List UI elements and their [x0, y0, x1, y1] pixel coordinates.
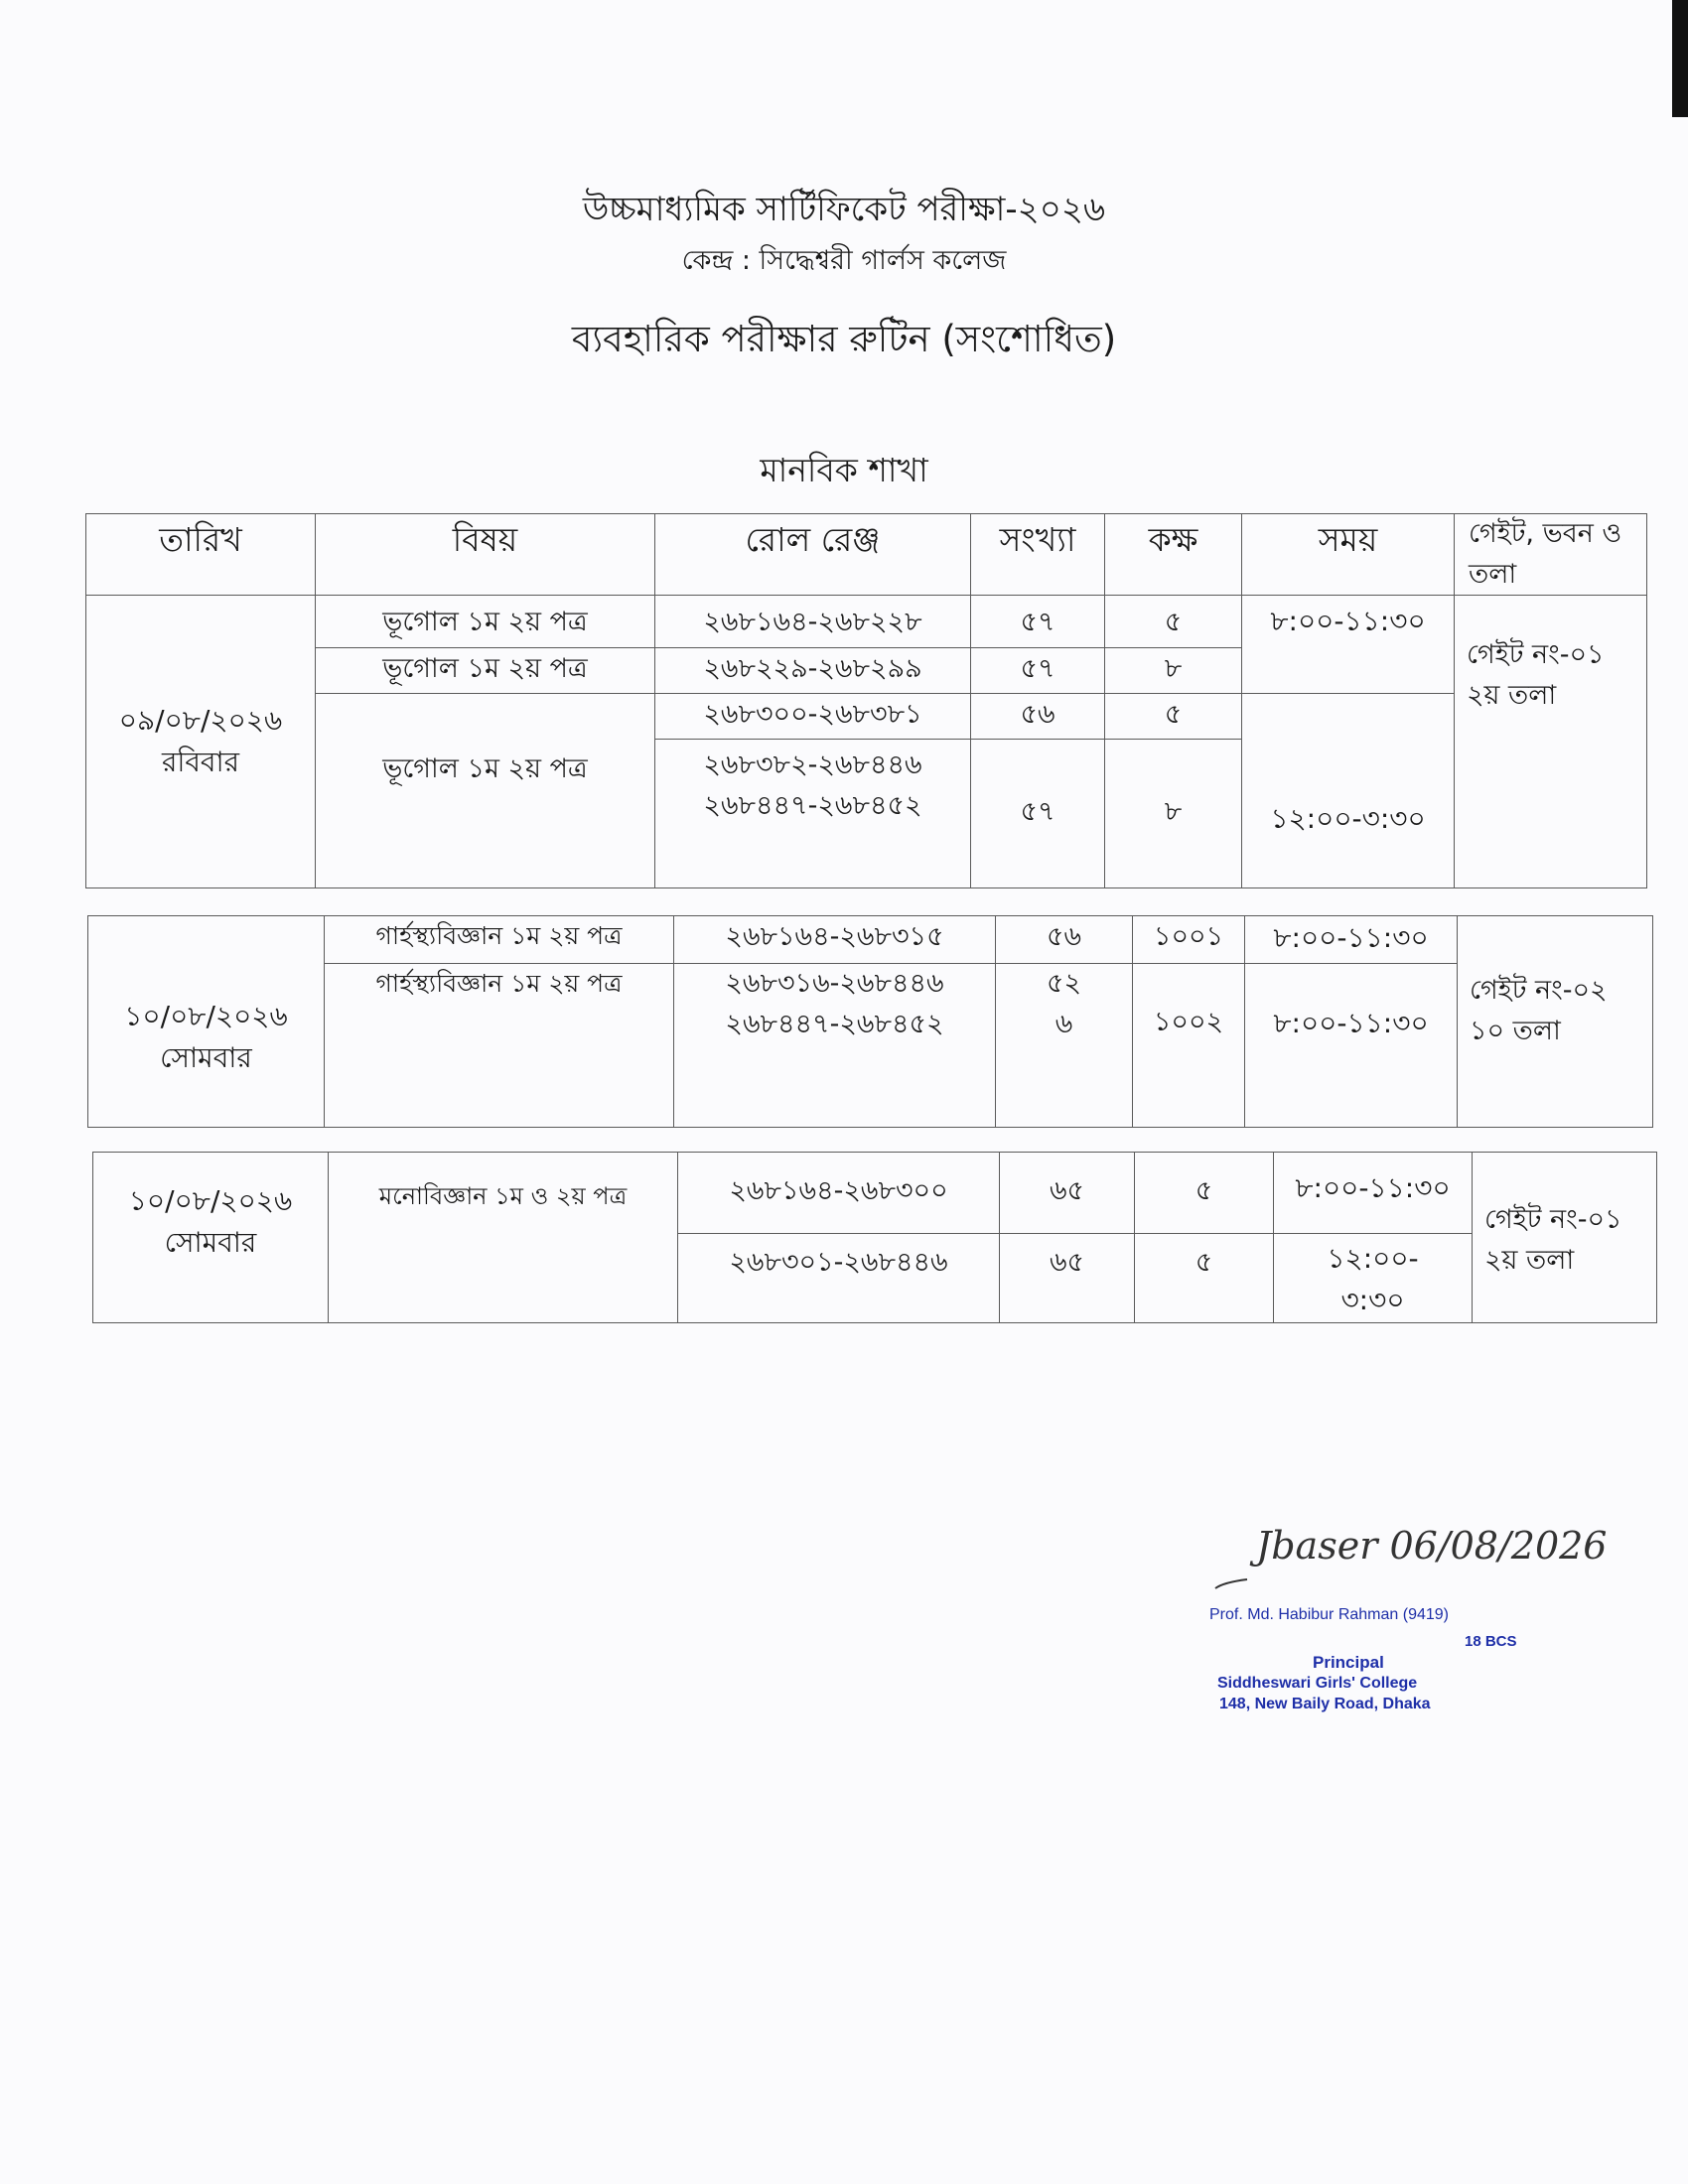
header-subject: বিষয় — [316, 514, 655, 596]
room-cell: ৫ — [1135, 1153, 1274, 1234]
roll-cell: ২৬৮৩১৬-২৬৮৪৪৬ ২৬৮৪৪৭-২৬৮৪৫২ — [674, 964, 996, 1128]
room-cell: ৫ — [1105, 596, 1242, 648]
roll-cell: ২৬৮১৬৪-২৬৮৩১৫ — [674, 916, 996, 964]
header-time: সময় — [1242, 514, 1455, 596]
stamp-name: Prof. Md. Habibur Rahman (9419) — [1209, 1606, 1449, 1623]
time-cell: ৮:০০-১১:৩০ — [1274, 1153, 1473, 1234]
time-cell: ৮:০০-১১:৩০ — [1242, 596, 1455, 694]
count-cell: ৬৫ — [1000, 1153, 1135, 1234]
section-title: মানবিক শাখা — [760, 451, 928, 489]
stamp-title: Principal — [1313, 1653, 1384, 1672]
gate-number: গেইট নং-০২ — [1470, 975, 1608, 1006]
count-cell: ৬৫ — [1000, 1234, 1135, 1323]
gate-number: গেইট নং-০১ — [1467, 639, 1605, 670]
stamp-address: 148, New Baily Road, Dhaka — [1219, 1696, 1431, 1712]
subject-cell: ভূগোল ১ম ২য় পত্র — [316, 694, 655, 888]
roll-cell: ২৬৮৩৮২-২৬৮৪৪৬ ২৬৮৪৪৭-২৬৮৪৫২ — [655, 740, 971, 888]
room-cell: ৫ — [1105, 694, 1242, 740]
subject-cell: গার্হস্থ্যবিজ্ঞান ১ম ২য় পত্র — [325, 964, 674, 1128]
date-cell — [93, 1153, 329, 1323]
date: ০৯/০৮/২০২৬ — [118, 704, 283, 737]
time-cell: ১২:০০-৩:৩০ — [1242, 694, 1455, 888]
header-room: কক্ষ — [1105, 514, 1242, 596]
count-cell: ৫৬ — [996, 916, 1133, 964]
room-cell: ৫ — [1135, 1234, 1274, 1323]
gate-cell — [1458, 916, 1653, 1128]
tick-mark-icon — [1213, 1578, 1249, 1592]
stamp-batch: 18 BCS — [1465, 1633, 1517, 1650]
signature-date: 06/08/2026 — [1389, 1524, 1608, 1568]
room-cell: ৮ — [1105, 740, 1242, 888]
header-date: তারিখ — [86, 514, 316, 596]
floor: ২য় তলা — [1467, 679, 1557, 711]
time-cell: ৮:০০-১১:৩০ — [1245, 964, 1458, 1128]
scan-edge — [1672, 0, 1688, 117]
handwritten-signature — [1256, 1524, 1608, 1568]
subject-cell: মনোবিজ্ঞান ১ম ও ২য় পত্র — [329, 1153, 678, 1323]
roll-cell: ২৬৮২২৯-২৬৮২৯৯ — [655, 648, 971, 694]
exam-title: উচ্চমাধ্যমিক সার্টিফিকেট পরীক্ষা-২০২৬ — [582, 190, 1106, 229]
gate-cell — [1473, 1153, 1657, 1323]
gate-number: গেইট নং-০১ — [1484, 1204, 1622, 1235]
subject-cell: ভূগোল ১ম ২য় পত্র — [316, 596, 655, 648]
routine-table-1 — [85, 513, 1647, 888]
signature-scribble: Jbaser — [1256, 1524, 1378, 1568]
count-cell: ৫৭ — [971, 648, 1105, 694]
count-cell: ৫২ ৬ — [996, 964, 1133, 1128]
roll-cell: ২৬৮১৬৪-২৬৮২২৮ — [655, 596, 971, 648]
floor: ২য় তলা — [1484, 1244, 1575, 1276]
stamp-college: Siddheswari Girls' College — [1217, 1675, 1418, 1692]
subject-cell: গার্হস্থ্যবিজ্ঞান ১ম ২য় পত্র — [325, 916, 674, 964]
time-cell: ৮:০০-১১:৩০ — [1245, 916, 1458, 964]
count-cell: ৫৭ — [971, 740, 1105, 888]
room-cell: ৮ — [1105, 648, 1242, 694]
day: রবিবার — [161, 746, 240, 778]
room-cell: ১০০১ — [1133, 916, 1245, 964]
count-cell: ৫৬ — [971, 694, 1105, 740]
gate-cell — [1455, 596, 1647, 888]
routine-table-3 — [92, 1152, 1657, 1323]
day: সোমবার — [160, 1041, 252, 1074]
subject-cell: ভূগোল ১ম ২য় পত্র — [316, 648, 655, 694]
roll-cell: ২৬৮৩০০-২৬৮৩৮১ — [655, 694, 971, 740]
roll-cell: ২৬৮১৬৪-২৬৮৩০০ — [678, 1153, 1000, 1234]
date-cell — [88, 916, 325, 1128]
floor: ১০ তলা — [1470, 1015, 1561, 1046]
roll-cell: ২৬৮৩০১-২৬৮৪৪৬ — [678, 1234, 1000, 1323]
room-cell: ১০০২ — [1133, 964, 1245, 1128]
header-gate: গেইট, ভবন ও তলা — [1455, 514, 1647, 596]
date-cell — [86, 596, 316, 888]
date: ১০/০৮/২০২৬ — [128, 1184, 293, 1217]
header-count: সংখ্যা — [971, 514, 1105, 596]
routine-title: ব্যবহারিক পরীক্ষার রুটিন (সংশোধিত) — [571, 318, 1117, 360]
day: সোমবার — [164, 1226, 257, 1259]
date: ১০/০৮/২০২৬ — [124, 1000, 288, 1032]
count-cell: ৫৭ — [971, 596, 1105, 648]
exam-center: কেন্দ্র : সিদ্ধেশ্বরী গার্লস কলেজ — [681, 245, 1007, 276]
time-cell: ১২:০০- ৩:৩০ — [1274, 1234, 1473, 1323]
header-roll-range: রোল রেঞ্জ — [655, 514, 971, 596]
routine-table-2 — [87, 915, 1653, 1128]
